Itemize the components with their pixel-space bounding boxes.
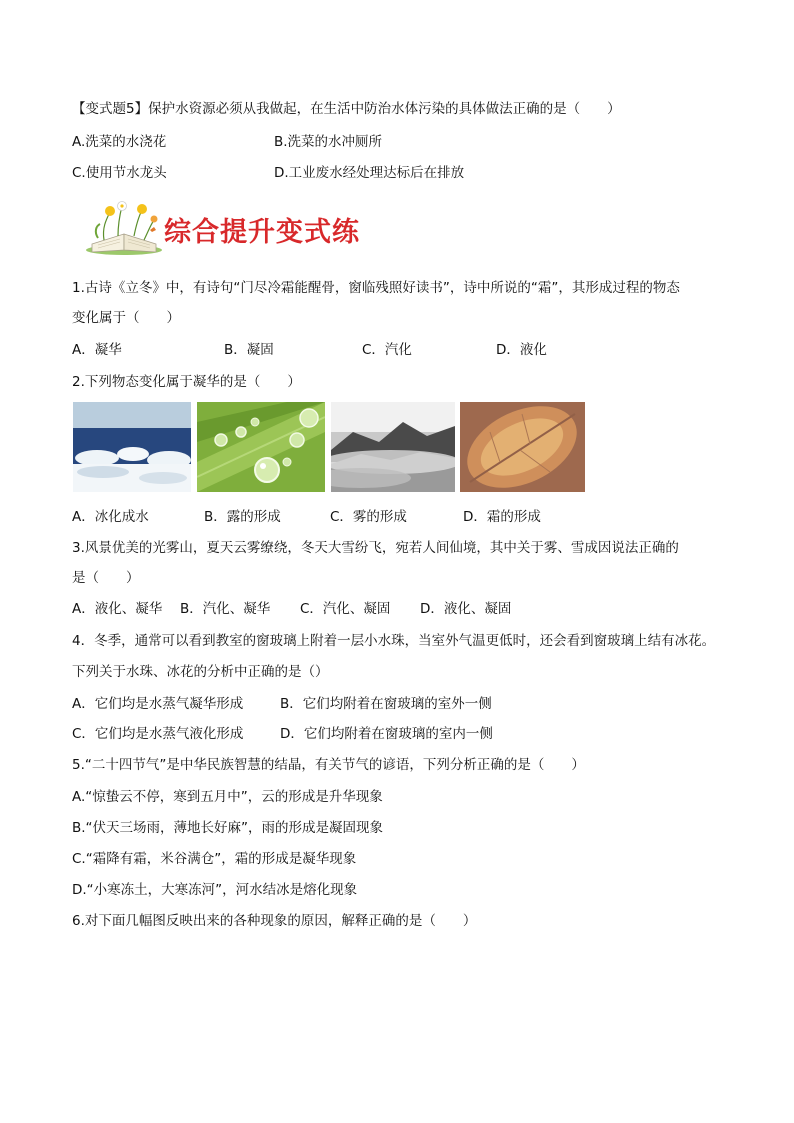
question-2-option-c: C．雾的形成	[330, 509, 407, 525]
question-4-option-c: C．它们均是水蒸气液化形成	[72, 726, 244, 742]
question-3-option-b: B．汽化、凝华	[180, 601, 271, 617]
variant-question: 【变式题5】保护水资源必须从我做起，在生活中防治水体污染的具体做法正确的是（ ）	[72, 101, 621, 117]
question-3-line-1: 3.风景优美的光雾山，夏天云雾缭绕，冬天大雪纷飞，宛若人间仙境，其中关于雾、雪成因说法正确的	[72, 540, 679, 556]
dew-drops-photo	[197, 402, 325, 492]
question-2-line-1: 2.下列物态变化属于凝华的是（ ）	[72, 374, 301, 390]
question-3-option-a: A．液化、凝华	[72, 601, 163, 617]
book-flowers-icon	[84, 200, 164, 256]
question-3-option-d: D．液化、凝固	[420, 601, 512, 617]
question-4-line-1: 4．冬季，通常可以看到教室的窗玻璃上附着一层小水珠，当室外气温更低时，还会看到窗玻璃上结有冰花。	[72, 633, 716, 649]
ice-melting-photo	[73, 402, 191, 492]
question-5-option-c: C.“霜降有霜，米谷满仓”，霜的形成是凝华现象	[72, 851, 357, 867]
fog-mountain-photo	[331, 402, 455, 492]
question-1-option-d: D．液化	[496, 342, 547, 358]
question-4-line-2: 下列关于水珠、冰花的分析中正确的是（）	[72, 664, 329, 680]
question-2-option-b: B．露的形成	[204, 509, 281, 525]
variant-option-b: B.洗菜的水冲厕所	[274, 134, 383, 150]
variant-option-d: D.工业废水经处理达标后在排放	[274, 165, 465, 181]
variant-option-a: A.洗菜的水浇花	[72, 134, 167, 150]
question-1-option-b: B．凝固	[224, 342, 274, 358]
question-5-line-1: 5.“二十四节气”是中华民族智慧的结晶，有关节气的谚语，下列分析正确的是（ ）	[72, 757, 585, 773]
question-1-option-c: C．汽化	[362, 342, 412, 358]
question-1-option-a: A．凝华	[72, 342, 122, 358]
question-5-option-b: B.“伏天三场雨，薄地长好麻”，雨的形成是凝固现象	[72, 820, 384, 836]
question-5-option-a: A.“惊蛰云不停，寒到五月中”，云的形成是升华现象	[72, 789, 383, 805]
question-2-option-d: D．霜的形成	[463, 509, 541, 525]
question-4-option-d: D．它们均附着在窗玻璃的室内一侧	[280, 726, 493, 742]
frost-leaf-photo	[460, 402, 585, 492]
question-1-line-2: 变化属于（ ）	[72, 310, 180, 326]
question-6-line-1: 6.对下面几幅图反映出来的各种现象的原因，解释正确的是（ ）	[72, 913, 477, 929]
question-4-option-a: A．它们均是水蒸气凝华形成	[72, 696, 244, 712]
section-title: 综合提升变式练	[164, 217, 360, 248]
variant-option-c: C.使用节水龙头	[72, 165, 167, 181]
section-banner	[84, 200, 384, 256]
question-1-line-1: 1.古诗《立冬》中，有诗句“门尽冷霜能醒骨，窗临残照好读书”，诗中所说的“霜”，其形成过程的物态	[72, 280, 680, 296]
question-3-option-c: C．汽化、凝固	[300, 601, 391, 617]
question-2-option-a: A．冰化成水	[72, 509, 149, 525]
question-4-option-b: B．它们均附着在窗玻璃的室外一侧	[280, 696, 492, 712]
question-3-line-2: 是（ ）	[72, 570, 140, 586]
question-5-option-d: D.“小寒冻土，大寒冻河”，河水结冰是熔化现象	[72, 882, 358, 898]
